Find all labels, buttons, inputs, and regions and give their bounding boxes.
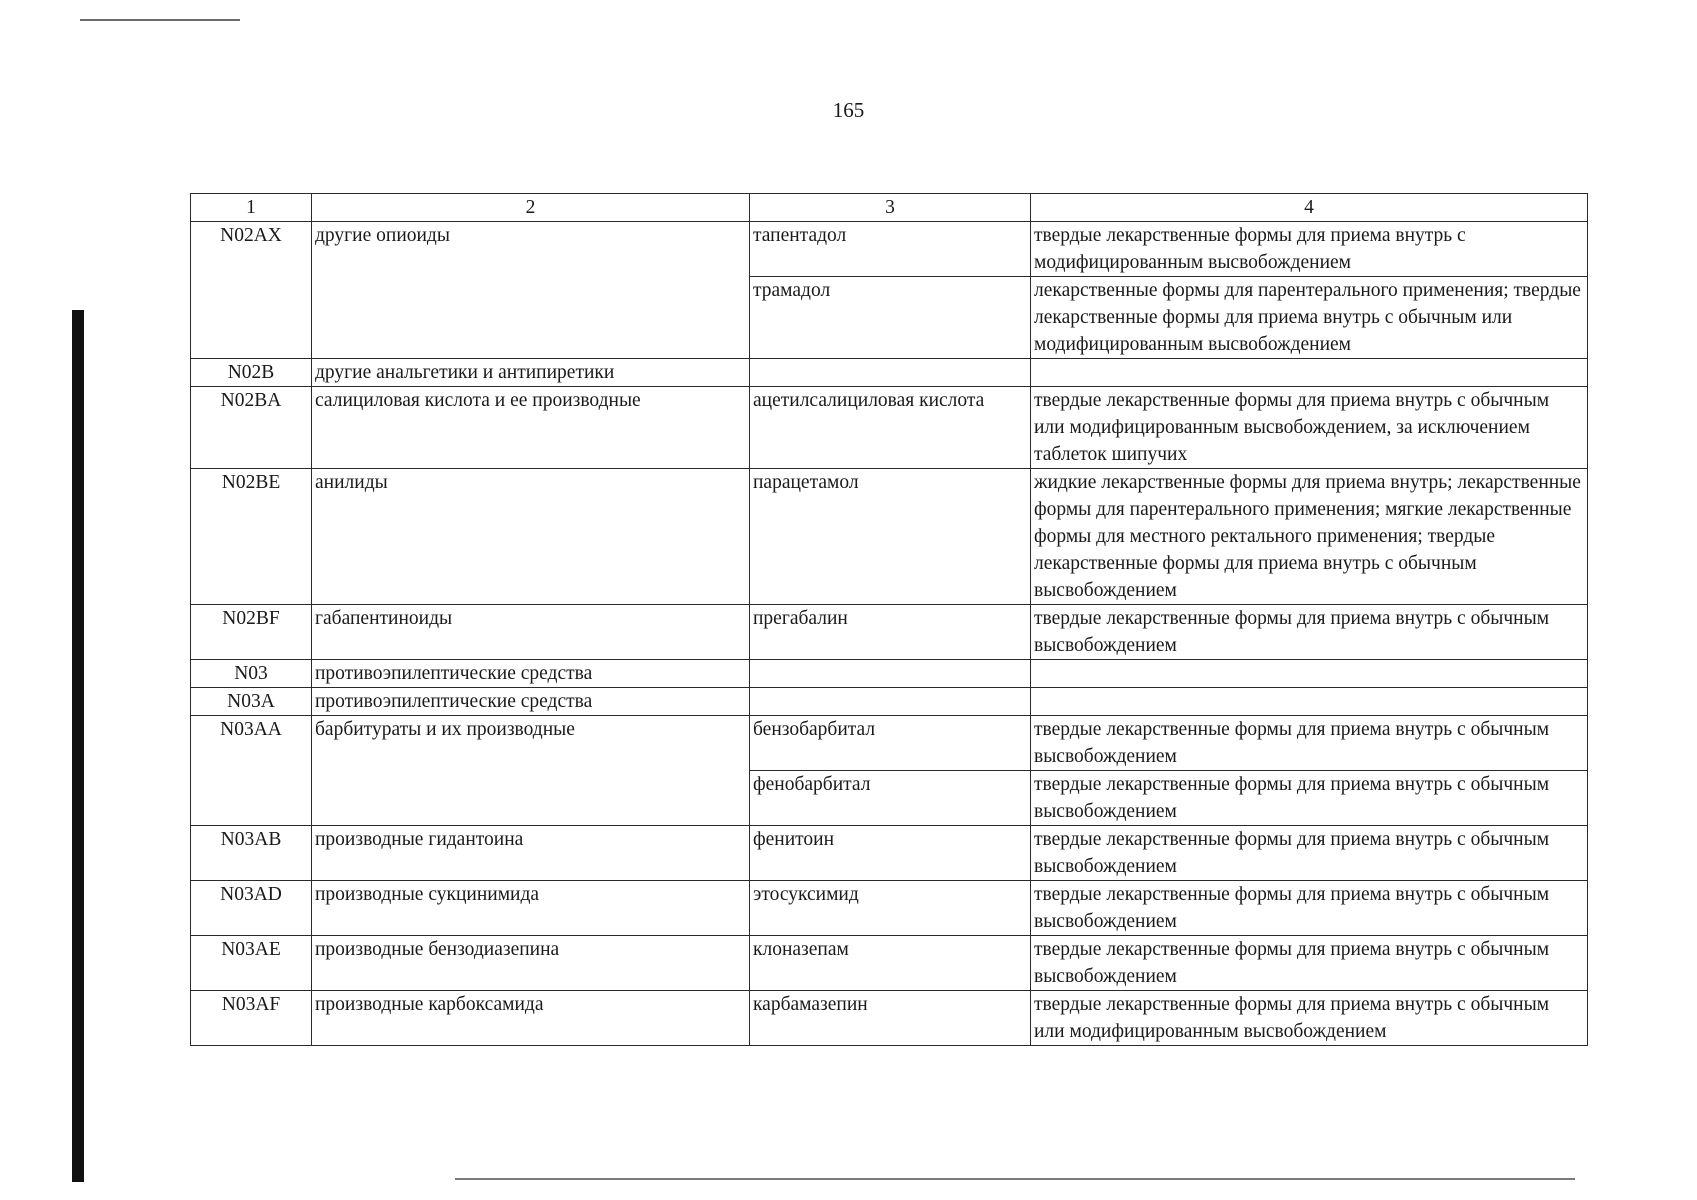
atc-code-cell: N02B [191,359,312,387]
table-body [191,222,1588,1046]
dosage-forms-cell: лекарственные формы для парентерального применения; твердые лекарственные формы для приема внутрь с обычным или модифицированным высвобождением [1031,277,1588,359]
atc-code-cell: N03AD [191,881,312,936]
column-header-3: 3 [750,194,1031,222]
dosage-forms-cell: твердые лекарственные формы для приема внутрь с обычным или модифицированным высвобождением [1031,991,1588,1046]
drug-name-cell [750,359,1031,387]
table-header [191,194,1588,222]
atc-code-cell: N03AE [191,936,312,991]
drug-name-cell: тапентадол [750,222,1031,277]
table-row [191,469,1588,605]
anatomical-group-cell: производные гидантоина [312,826,750,881]
column-header-2: 2 [312,194,750,222]
drug-list-table [190,193,1588,1046]
atc-code-cell: N03AF [191,991,312,1046]
dosage-forms-cell [1031,688,1588,716]
dosage-forms-cell: твердые лекарственные формы для приема внутрь с обычным высвобождением [1031,881,1588,936]
header-row [191,194,1588,222]
table-row [191,936,1588,991]
table-row [191,716,1588,771]
drug-name-cell: прегабалин [750,605,1031,660]
drug-name-cell: этосуксимид [750,881,1031,936]
column-header-1: 1 [191,194,312,222]
scan-top-rule [80,19,240,21]
table-row [191,605,1588,660]
atc-code-cell: N03AB [191,826,312,881]
dosage-forms-cell: твердые лекарственные формы для приема внутрь с обычным или модифицированным высвобождением, за исключением таблеток шипучих [1031,387,1588,469]
page-number: 165 [832,98,865,122]
column-header-4: 4 [1031,194,1588,222]
table-row [191,387,1588,469]
table-row [191,688,1588,716]
drug-name-cell: клоназепам [750,936,1031,991]
drug-name-cell: бензобарбитал [750,716,1031,771]
atc-code-cell: N03 [191,660,312,688]
anatomical-group-cell: производные карбоксамида [312,991,750,1046]
dosage-forms-cell: твердые лекарственные формы для приема внутрь с обычным высвобождением [1031,936,1588,991]
atc-code-cell: N02BF [191,605,312,660]
anatomical-group-cell: производные бензодиазепина [312,936,750,991]
table-row [191,222,1588,277]
table-row [191,660,1588,688]
anatomical-group-cell: производные сукцинимида [312,881,750,936]
dosage-forms-cell: твердые лекарственные формы для приема внутрь с обычным высвобождением [1031,771,1588,826]
dosage-forms-cell: твердые лекарственные формы для приема внутрь с обычным высвобождением [1031,605,1588,660]
anatomical-group-cell: другие опиоиды [312,222,750,359]
table-row [191,359,1588,387]
drug-name-cell [750,660,1031,688]
scan-bottom-rule [455,1178,1575,1180]
drug-name-cell: ацетилсалициловая кислота [750,387,1031,469]
drug-name-cell: трамадол [750,277,1031,359]
table-row [191,881,1588,936]
atc-code-cell: N03AA [191,716,312,826]
anatomical-group-cell: салициловая кислота и ее производные [312,387,750,469]
table-row [191,991,1588,1046]
drug-name-cell: фенитоин [750,826,1031,881]
atc-code-cell: N02BA [191,387,312,469]
dosage-forms-cell: твердые лекарственные формы для приема внутрь с обычным высвобождением [1031,826,1588,881]
atc-code-cell: N02BE [191,469,312,605]
table-row [191,826,1588,881]
dosage-forms-cell [1031,359,1588,387]
drug-name-cell: парацетамол [750,469,1031,605]
anatomical-group-cell: анилиды [312,469,750,605]
atc-code-cell: N02AX [191,222,312,359]
anatomical-group-cell: противоэпилептические средства [312,660,750,688]
anatomical-group-cell: барбитураты и их производные [312,716,750,826]
anatomical-group-cell: другие анальгетики и антипиретики [312,359,750,387]
anatomical-group-cell: противоэпилептические средства [312,688,750,716]
dosage-forms-cell [1031,660,1588,688]
drug-name-cell [750,688,1031,716]
dosage-forms-cell: твердые лекарственные формы для приема внутрь с модифицированным высвобождением [1031,222,1588,277]
drug-name-cell: фенобарбитал [750,771,1031,826]
anatomical-group-cell: габапентиноиды [312,605,750,660]
scan-binding-shadow [72,310,84,1182]
atc-code-cell: N03A [191,688,312,716]
dosage-forms-cell: жидкие лекарственные формы для приема внутрь; лекарственные формы для парентерального применения; мягкие лекарственные формы для местного ректального применения; твердые лекарственные формы для приема внутрь с обычным высвобождением [1031,469,1588,605]
dosage-forms-cell: твердые лекарственные формы для приема внутрь с обычным высвобождением [1031,716,1588,771]
drug-name-cell: карбамазепин [750,991,1031,1046]
